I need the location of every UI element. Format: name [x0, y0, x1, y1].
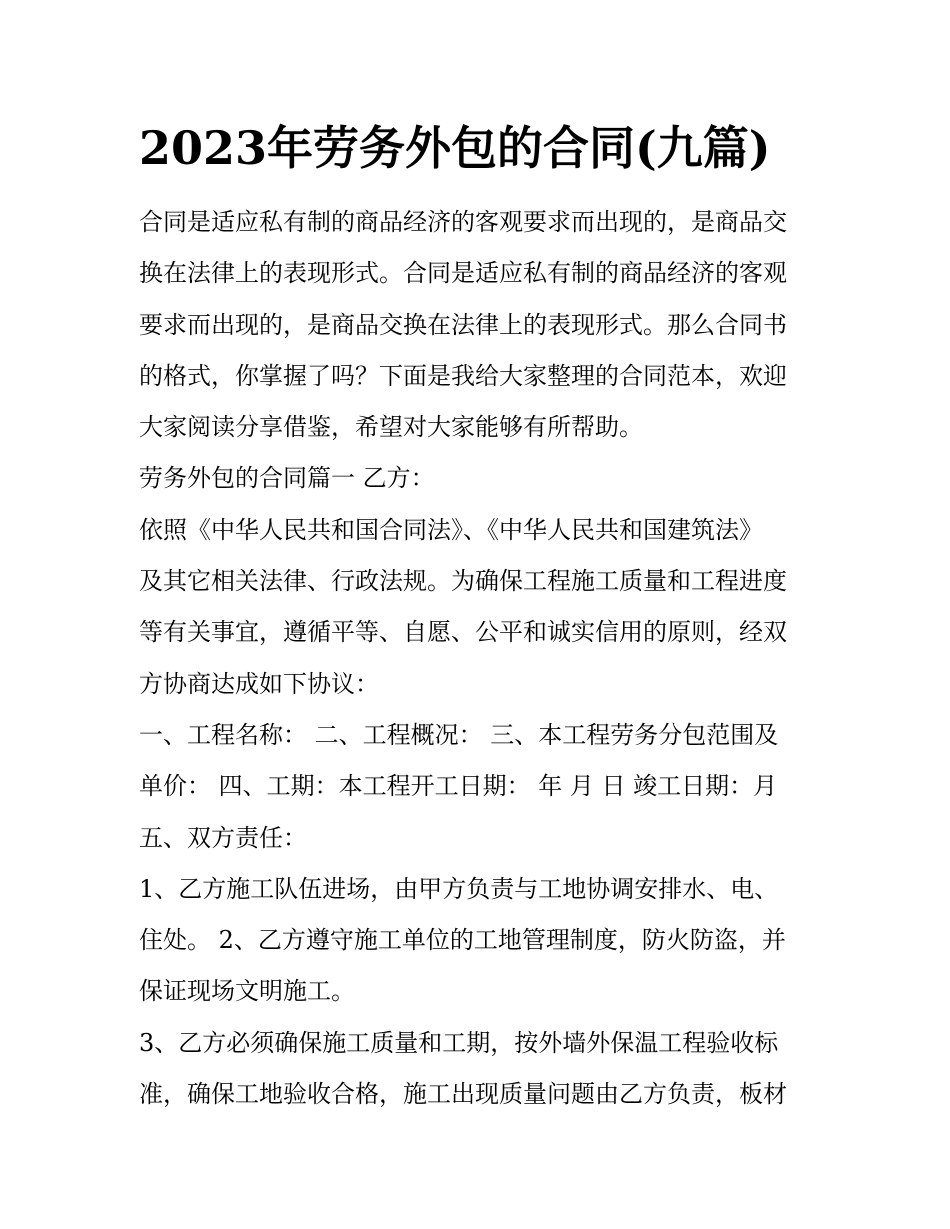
- paragraph-line: 五、双方责任：: [139, 823, 307, 852]
- paragraph-line: 一、工程名称： 二、工程概况： 三、本工程劳务分包范围及: [139, 720, 779, 749]
- paragraph-line: 准，确保工地验收合格，施工出现质量问题由乙方负责，板材: [139, 1080, 787, 1109]
- paragraph-line: 依照《中华人民共和国合同法》、《中华人民共和国建筑法》: [139, 515, 763, 544]
- paragraph-line: 换在法律上的表现形式。合同是适应私有制的商品经济的客观: [139, 259, 787, 288]
- section-heading-line: 劳务外包的合同篇一 乙方：: [139, 464, 435, 493]
- paragraph-line: 3、乙方必须确保施工质量和工期，按外墙外保温工程验收标: [139, 1028, 779, 1057]
- paragraph-line: 等有关事宜，遵循平等、自愿、公平和诚实信用的原则，经双: [139, 618, 787, 647]
- paragraph-line: 的格式，你掌握了吗？下面是我给大家整理的合同范本，欢迎: [139, 361, 787, 390]
- paragraph-line: 1、乙方施工队伍进场，由甲方负责与工地协调安排水、电、: [139, 874, 779, 903]
- paragraph-line: 大家阅读分享借鉴，希望对大家能够有所帮助。: [139, 413, 643, 442]
- document-body: [139, 197, 819, 1120]
- paragraph-line: 方协商达成如下协议：: [139, 669, 379, 698]
- paragraph-line: 保证现场文明施工。: [139, 977, 355, 1006]
- paragraph-line: 住处。 2、乙方遵守施工单位的工地管理制度，防火防盗，并: [139, 926, 786, 955]
- paragraph-line: 合同是适应私有制的商品经济的客观要求而出现的，是商品交: [139, 208, 787, 236]
- document-title: 2023年劳务外包的合同(九篇): [139, 121, 771, 175]
- paragraph-line: 要求而出现的，是商品交换在法律上的表现形式。那么合同书: [139, 310, 787, 339]
- paragraph-line: 及其它相关法律、行政法规。为确保工程施工质量和工程进度: [139, 567, 787, 596]
- paragraph-line: 单价： 四、工期：本工程开工日期： 年 月 日 竣工日期：月: [139, 772, 778, 801]
